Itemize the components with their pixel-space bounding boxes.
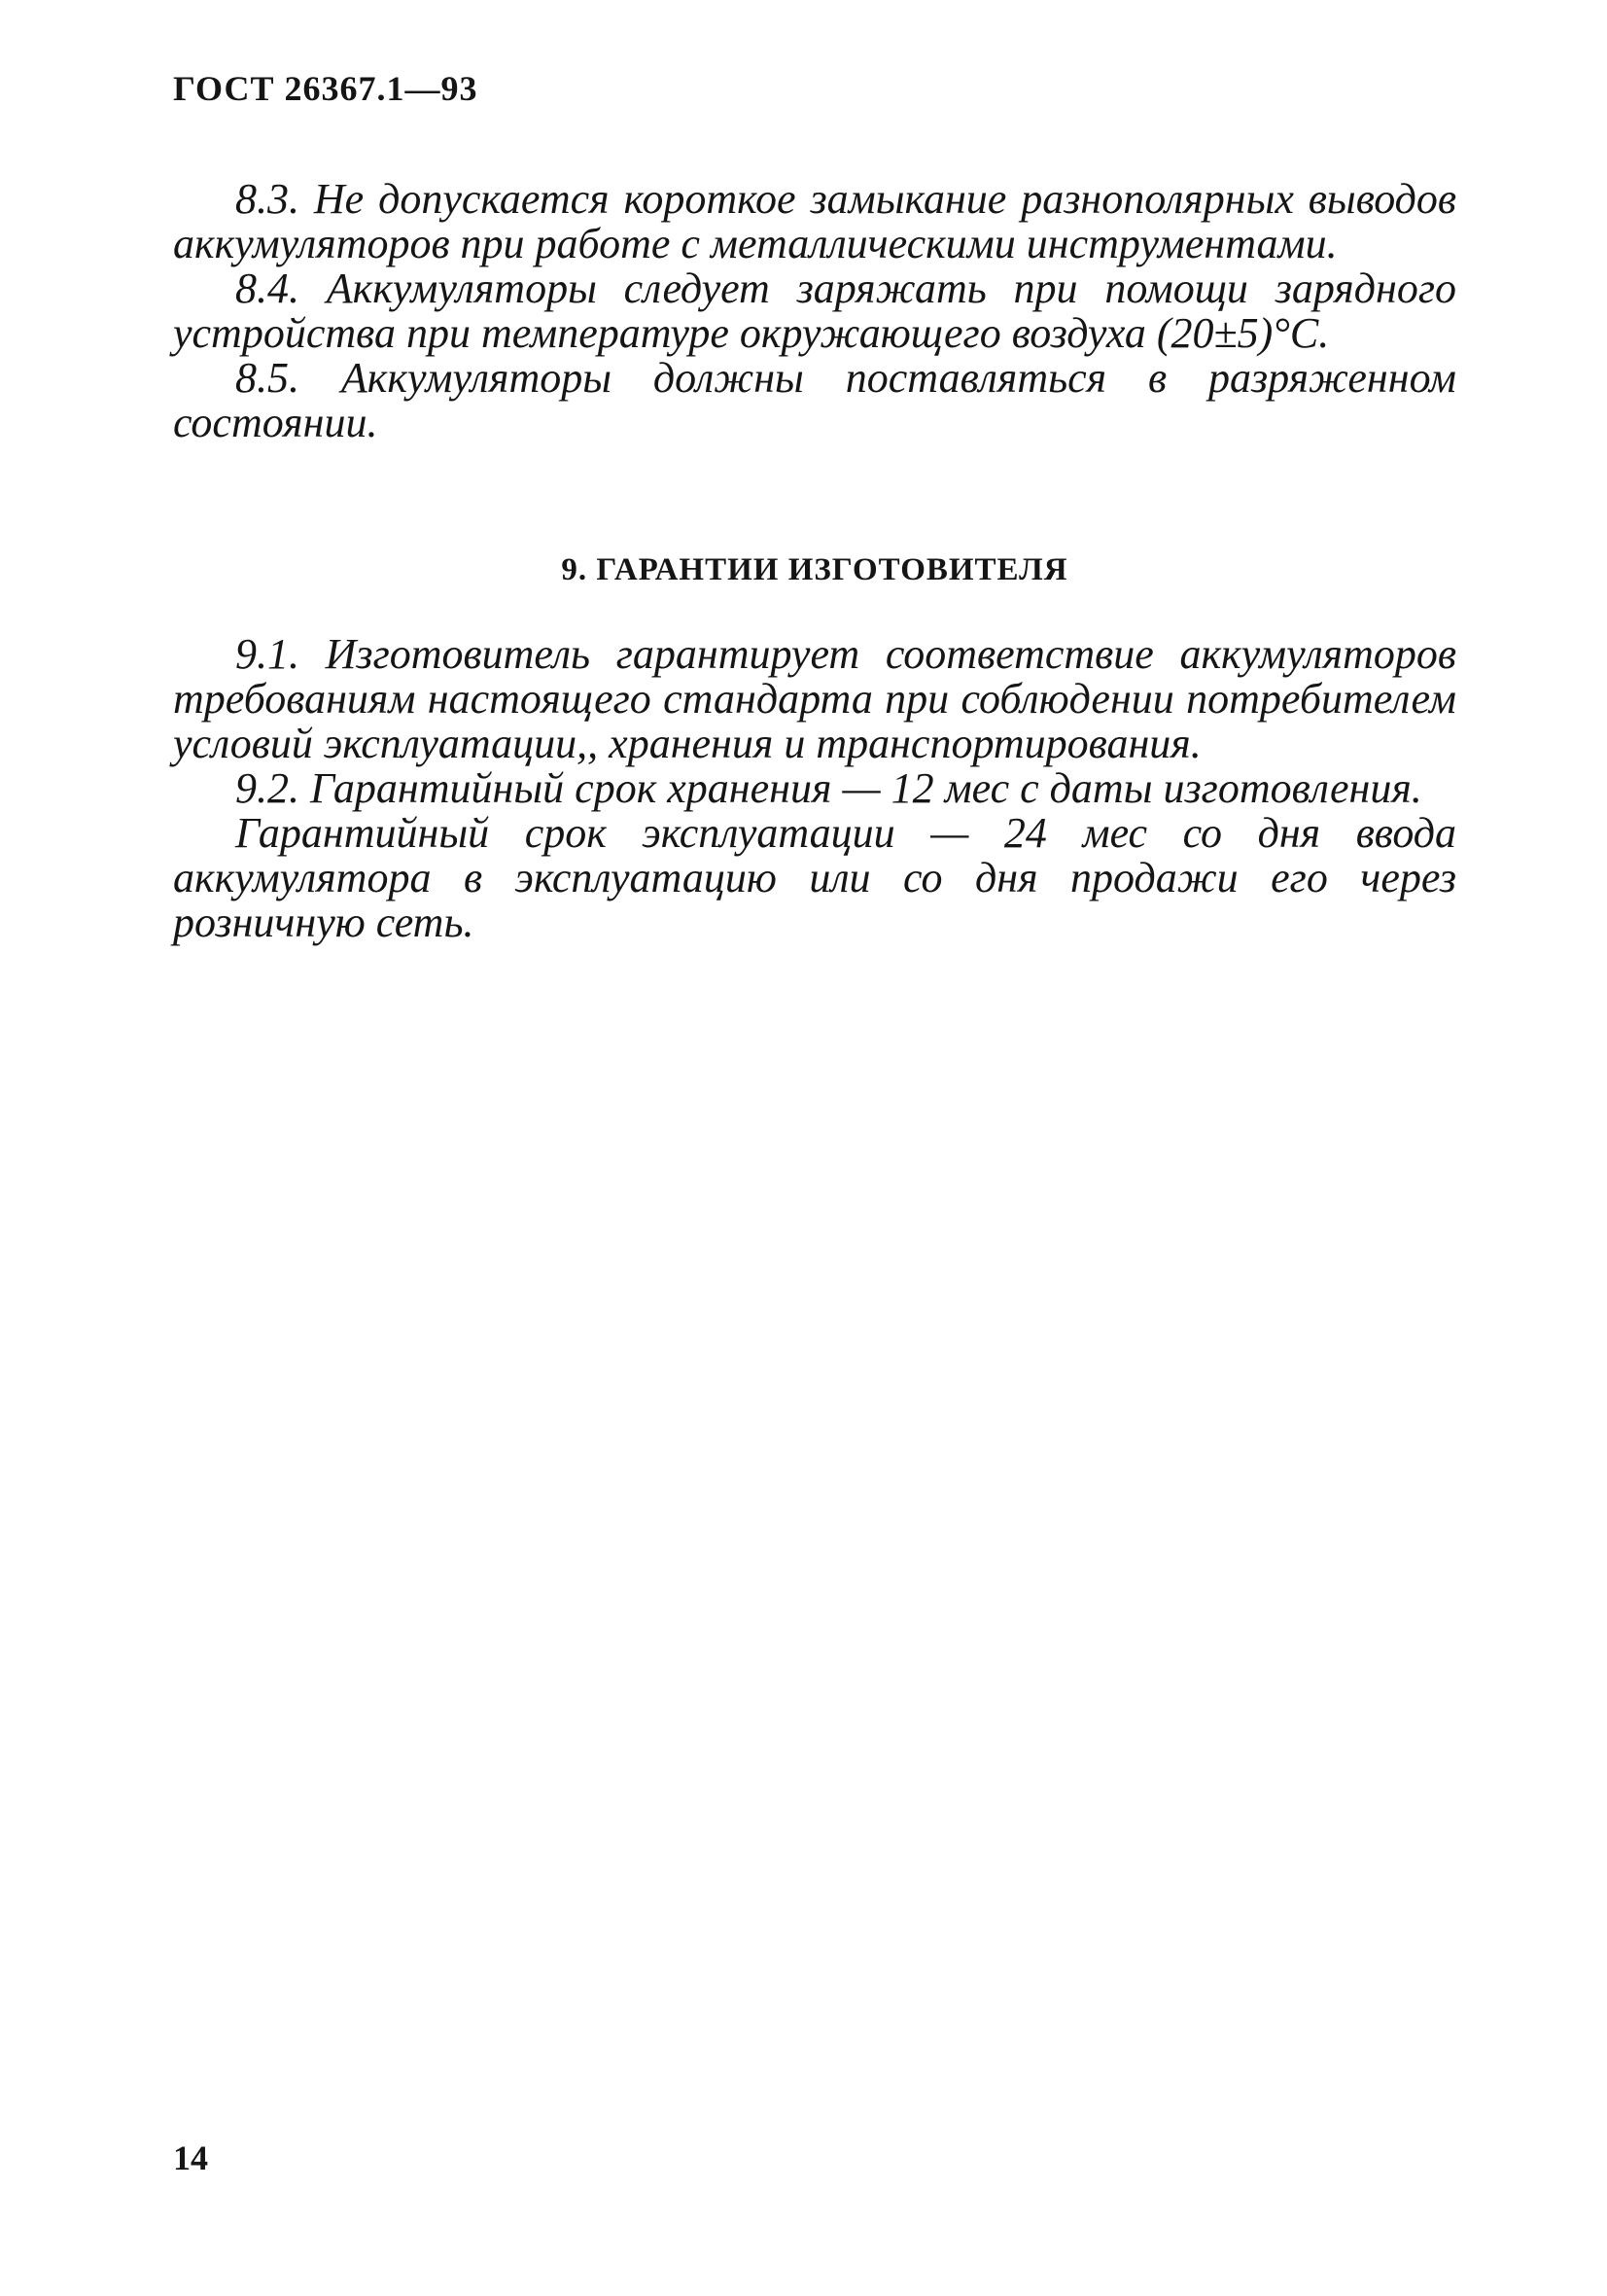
section-9-text (173, 632, 1456, 945)
paragraph-8-4: 8.4. Аккумуляторы следует заряжать при помощи зарядного устройства при температуре окружающего воздуха (20±5)°С. (173, 265, 1456, 357)
page-number: 14 (173, 2138, 208, 2177)
section-9-title: 9. ГАРАНТИИ ИЗГОТОВИТЕЛЯ (561, 552, 1068, 587)
paragraph-9-2-continued: Гарантийный срок эксплуатации — 24 мес со дня ввода аккумулятора в эксплуатацию или со дня продажи его через розничную сеть. (173, 809, 1456, 946)
paragraph-8-3: 8.3. Не допускается короткое замыкание разнополярных выводов аккумуляторов при работе с металлическими инструментами. (173, 175, 1456, 267)
section-8-text (173, 177, 1456, 445)
paragraph-9-1: 9.1. Изготовитель гарантирует соответствие аккумуляторов требованиям настоящего стандарта при соблюдении потребителем условий эксплуатации,, хранения и транспортирования. (173, 630, 1456, 767)
paragraph-8-5: 8.5. Аккумуляторы должны поставляться в разряженном состоянии. (173, 354, 1456, 446)
document-code-header: ГОСТ 26367.1—93 (173, 69, 478, 108)
paragraph-9-2: 9.2. Гарантийный срок хранения — 12 мес с даты изготовления. (235, 764, 1422, 812)
